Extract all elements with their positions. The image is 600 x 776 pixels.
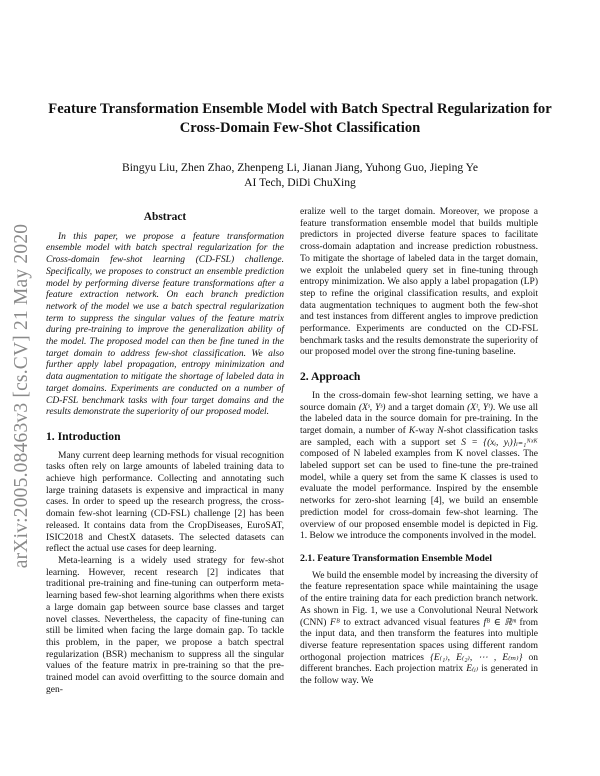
approach-text-d: -way [415, 425, 438, 436]
feature-math: fᴮ ∈ ℝᵐ [483, 617, 516, 628]
projection-math: E₍ᵢ₎ [466, 664, 479, 675]
arxiv-identifier: arXiv:2005.08463v3 [cs.CV] 21 May 2020 [11, 223, 32, 569]
approach-heading: 2. Approach [300, 370, 361, 384]
source-domain-math: (Xˢ, Yˢ) [358, 402, 386, 413]
intro-paragraph-2: Meta-learning is a widely used strategy for few-shot learning. However, recent research [2] indicates that traditional pre-training and fine-tuning can outperform meta-learning based few-shot learning algorithms when there exists a large domain gap between source base classes and target novel classes. Nevertheless, the capacity of fine-tuning can still be limited when facing the large domain gap. To tackle this problem, in the paper, we propose a batch spectral regularization (BSR) mechanism to suppress all the singular values of the feature matrix in pre-training so that the pre-trained model can avoid overfitting to the source domain and gen- [46, 555, 284, 695]
right-column [300, 207, 538, 688]
approach-text-f: composed of N labeled examples from K novel classes. The labeled support set can be used to fine-tune the pre-trained model, while a query set from the same K classes is used to evaluate the model performance. Inspired by the ensemble networks for zero-shot learning [4], we build an ensemble prediction model for cross-domain few-shot learning. The overview of our proposed ensemble model is depicted in Fig. 1. Below we introduce the components involved in the model. [300, 449, 538, 542]
abstract-heading: Abstract [143, 211, 187, 223]
sub-text-a: We build the ensemble model by increasing the diversity of the feature representation space while maintaining the usage of the entire training data for each prediction branch network. As shown in Fig. 1, we use a Convolutional Neural Network (CNN) [300, 570, 538, 628]
sub-text-e: is generated in the follow way. We [300, 664, 538, 687]
title-line-1: Feature Transformation Ensemble Model with Batch Spectral Regularization for [48, 101, 552, 117]
n-math: N [437, 425, 444, 436]
author-list: Bingyu Liu, Zhen Zhao, Zhenpeng Li, Jianan Jiang, Yuhong Guo, Jieping Ye [121, 161, 479, 174]
cnn-math: Fᴮ [330, 617, 340, 628]
projection-set-math: {E₍₁₎, E₍₂₎, ⋯ , E₍ₘ₎} [430, 652, 523, 663]
author-block [40, 160, 560, 190]
approach-text-e: -shot classification tasks are sampled, each with a support set [300, 425, 538, 448]
arxiv-sidebar-stamp [4, 196, 40, 596]
affiliation: AI Tech, DiDi ChuXing [244, 176, 356, 189]
subsection-heading: 2.1. Feature Transformation Ensemble Model [300, 552, 492, 564]
sub-text-c: from the input data, and then transform the features into multiple diverse feature representation spaces using different random orthogonal projection matrices [300, 617, 539, 663]
approach-text-b: and a target domain [385, 402, 468, 413]
intro-continued: eralize well to the target domain. Moreover, we propose a feature transformation ensemble model that builds multiple predictors in projected diverse feature spaces to facilitate cross-domain adaptation and increase prediction robustness. To mitigate the shortage of labeled data in the target domain, we exploit the unlabeled query set in fine-tuning through entropy minimization. We also apply a label propagation (LP) step to refine the original classification results, and exploit data augmentation techniques to augment both the few-shot and test instances from different angles to improve prediction performance. Experiments are conducted on the CD-FSL benchmark tasks and the results demonstrate the superiority of our proposed model over the strong fine-tuning baseline. [300, 207, 538, 358]
paper-title [40, 100, 560, 138]
introduction-heading: 1. Introduction [46, 429, 121, 443]
sub-text-d: on different branches. Each projection matrix [300, 652, 539, 675]
abstract-text: In this paper, we propose a feature transformation ensemble model with batch spectral regularization for the Cross-domain few-shot learning (CD-FSL) challenge. Specifically, we proposes to construct an ensemble prediction model by performing diverse feature transformations after a feature extraction network. On each branch prediction network of the model we use a batch spectral regularization term to suppress the singular values of the feature matrix during pre-training to improve the generalization ability of the model. The proposed model can then be fine tuned in the target domain to address few-shot classification. We also further apply label propagation, entropy minimization and data augmentation to mitigate the shortage of labeled data in target domains. Experiments are conducted on a number of CD-FSL benchmark tasks with four target domains and the results demonstrate the superiority of our proposed model. [46, 231, 284, 418]
target-domain-math: (Xᵗ, Yᵗ) [467, 402, 493, 413]
approach-text-a: In the cross-domain few-shot learning setting, we have a source domain [300, 390, 538, 413]
support-set-math: S = {(xᵢ, yᵢ)}ᵢ₌₁ᴺˣᴷ [461, 437, 538, 448]
left-column [46, 207, 284, 696]
intro-paragraph-1: Many current deep learning methods for visual recognition tasks often rely on large amounts of labeled training data to achieve high performance. Collecting and annotating such large training datasets is expensive and impractical in many cases. In order to speed up the research progress, the cross-domain few-shot learning (CD-FSL) challenge [2] has been released. It contains data from the CropDiseases, EuroSAT, ISIC2018 and ChestX datasets. The selected datasets can reflect the actual use cases for deep learning. [46, 450, 284, 555]
sub-text-b: to extract advanced visual features [339, 617, 484, 628]
subsection-paragraph [300, 571, 538, 688]
approach-text-c: . We use all the labeled data in the source domain for pre-training. In the target domain, a number of [300, 402, 538, 436]
k-math: K [408, 425, 416, 436]
approach-paragraph [300, 391, 538, 543]
title-line-2: Cross-Domain Few-Shot Classification [179, 120, 421, 136]
